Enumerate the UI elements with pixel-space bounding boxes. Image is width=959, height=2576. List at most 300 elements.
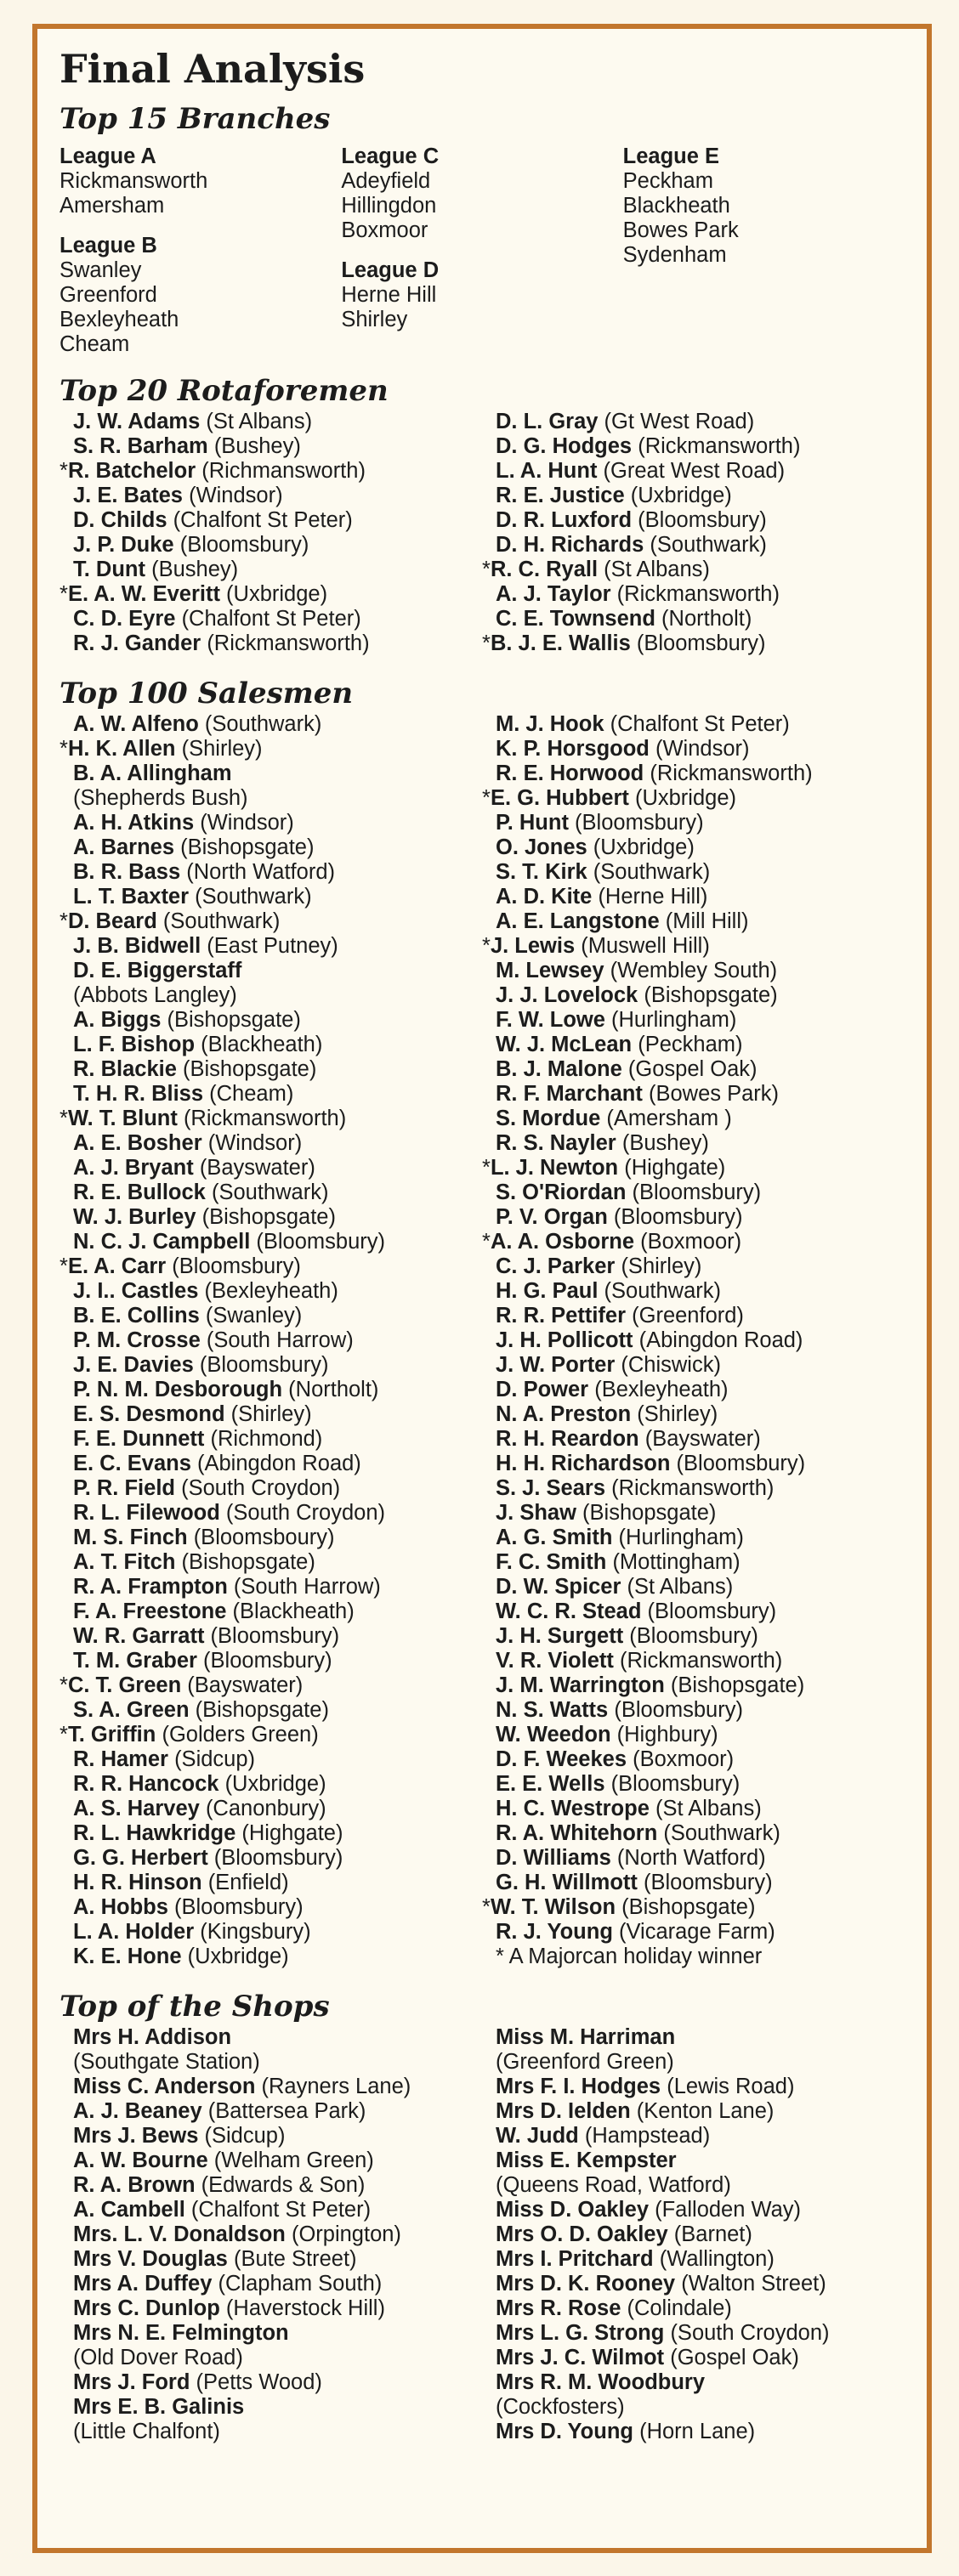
person-name: R. R. Hancock xyxy=(73,1772,219,1796)
location: (Haverstock Hill) xyxy=(225,2296,385,2320)
list-item xyxy=(482,459,905,484)
person-name: A. H. Atkins xyxy=(73,811,195,835)
location: (Battersea Park) xyxy=(207,2099,366,2123)
person-name: J. Lewis xyxy=(490,934,576,958)
location: (Shirley) xyxy=(621,1254,702,1278)
list-item xyxy=(60,1082,482,1107)
list-item xyxy=(60,2346,482,2370)
person-name: J. Shaw xyxy=(496,1501,576,1525)
list-item xyxy=(60,1550,482,1575)
list-item xyxy=(482,1846,905,1871)
location: (Bowes Park) xyxy=(648,1082,780,1106)
list-item xyxy=(60,786,482,811)
list-item xyxy=(482,786,905,811)
location: (Bute Street) xyxy=(233,2247,357,2271)
person-name: R. L. Filewood xyxy=(73,1501,220,1525)
person-name: R. F. Marchant xyxy=(496,1082,643,1106)
list-item xyxy=(482,1895,905,1920)
person-name: J. W. Porter xyxy=(496,1353,616,1377)
location: (Queens Road, Watford) xyxy=(496,2173,731,2197)
location: (Southwark) xyxy=(663,1821,780,1845)
league-block xyxy=(341,144,622,243)
location: (Bloomsbury) xyxy=(632,1180,762,1204)
list-item xyxy=(482,1156,905,1180)
list-item xyxy=(482,1427,905,1452)
location: (Bloomsbury) xyxy=(676,1452,806,1475)
person-name: R. A. Frampton xyxy=(73,1575,228,1599)
person-name: H. R. Hinson xyxy=(73,1871,202,1894)
location: (Lewis Road) xyxy=(667,2075,795,2098)
person-name: W. T. Blunt xyxy=(67,1107,178,1130)
list-item xyxy=(482,2395,905,2420)
location: (Rickmansworth) xyxy=(183,1107,347,1130)
list-item xyxy=(482,1378,905,1402)
list-item xyxy=(60,1871,482,1895)
location: (St Albans) xyxy=(604,558,710,581)
location: (Herne Hill) xyxy=(598,885,708,909)
rotaforemen-col-left xyxy=(60,410,482,656)
list-item xyxy=(482,2173,905,2198)
location: (Northolt) xyxy=(288,1378,379,1401)
league-branch: Sydenham xyxy=(622,243,727,267)
person-name: Mrs N. E. Felmington xyxy=(73,2321,289,2345)
person-name: A. E. Langstone xyxy=(496,909,660,933)
person-name: D. F. Weekes xyxy=(496,1747,627,1771)
location: (Greenford Green) xyxy=(496,2050,674,2074)
league-branch: Boxmoor xyxy=(341,218,428,242)
person-name: S. T. Kirk xyxy=(496,860,587,884)
list-item xyxy=(60,860,482,885)
winner-mark: * xyxy=(482,1895,491,1919)
list-item xyxy=(60,2124,482,2149)
list-item xyxy=(60,410,482,434)
list-item xyxy=(482,2050,905,2075)
location: (Bloomsbury) xyxy=(199,1353,329,1377)
location: (Chalfont St Peter) xyxy=(181,607,361,631)
list-item xyxy=(60,533,482,558)
list-item xyxy=(60,1476,482,1501)
winner-mark: * xyxy=(482,631,491,655)
location: (Boxmoor) xyxy=(640,1230,742,1254)
person-name: T. M. Graber xyxy=(73,1649,197,1673)
league-branch: Bowes Park xyxy=(622,218,739,242)
league-branch: Amersham xyxy=(60,194,165,218)
location: (Bexleyheath) xyxy=(204,1279,338,1303)
location: (Sidcup) xyxy=(174,1747,256,1771)
person-name: D. Williams xyxy=(496,1846,611,1870)
person-name: H. C. Westrope xyxy=(496,1797,650,1820)
list-item xyxy=(482,1673,905,1698)
winner-mark: * xyxy=(60,1107,68,1130)
list-item xyxy=(482,1279,905,1304)
list-item xyxy=(482,1328,905,1353)
person-name: J. B. Bidwell xyxy=(73,934,201,958)
person-name: Miss E. Kempster xyxy=(496,2149,677,2172)
list-item xyxy=(60,2149,482,2173)
list-item xyxy=(482,1057,905,1082)
list-item xyxy=(482,1008,905,1033)
list-item xyxy=(60,1427,482,1452)
location: (Wembley South) xyxy=(610,959,778,982)
person-name: Mrs. L. V. Donaldson xyxy=(73,2222,286,2246)
league-block xyxy=(60,144,341,218)
list-item xyxy=(482,558,905,582)
list-item xyxy=(60,1575,482,1599)
person-name: J. H. Surgett xyxy=(496,1624,624,1648)
list-item xyxy=(482,1501,905,1526)
shops-heading: Top of the Shops xyxy=(60,1990,330,2024)
location: (Muswell Hill) xyxy=(581,934,710,958)
league-branch: Greenford xyxy=(60,283,157,307)
league-branch: Peckham xyxy=(622,169,713,193)
list-item xyxy=(60,1107,482,1131)
person-name: F. E. Dunnett xyxy=(73,1427,205,1451)
location: (Little Chalfont) xyxy=(73,2420,220,2443)
location: (Bayswater) xyxy=(644,1427,761,1451)
location: * A Majorcan holiday winner xyxy=(496,1945,763,1968)
league-branch: Adeyfield xyxy=(341,169,431,193)
person-name: Mrs J. C. Wilmot xyxy=(496,2346,665,2369)
list-item xyxy=(60,2370,482,2395)
person-name: A. Cambell xyxy=(73,2198,185,2222)
list-item xyxy=(482,2124,905,2149)
list-item xyxy=(482,983,905,1008)
location: (Horn Lane) xyxy=(639,2420,756,2443)
list-item xyxy=(482,2321,905,2346)
list-item xyxy=(60,835,482,860)
list-item xyxy=(60,508,482,533)
salesmen-heading: Top 100 Salesmen xyxy=(60,677,354,711)
person-name: E. A. Carr xyxy=(67,1254,167,1278)
list-item xyxy=(60,1033,482,1057)
person-name: Mrs J. Ford xyxy=(73,2370,190,2394)
location: (Bishopsgate) xyxy=(183,1057,317,1081)
list-item xyxy=(60,607,482,631)
person-name: W. Judd xyxy=(496,2124,579,2148)
league-block xyxy=(341,258,622,332)
location: (Mottingham) xyxy=(612,1550,741,1574)
list-item xyxy=(482,2296,905,2321)
location: (Bushey) xyxy=(621,1131,709,1155)
location: (South Harrow) xyxy=(206,1328,354,1352)
person-name: E. A. W. Everitt xyxy=(67,582,220,606)
person-name: A. D. Kite xyxy=(496,885,593,909)
location: (Amersham ) xyxy=(606,1107,732,1130)
list-item xyxy=(482,484,905,508)
person-name: A. Barnes xyxy=(73,835,175,859)
rotaforemen-heading: Top 20 Rotaforemen xyxy=(60,374,389,408)
location: (Golders Green) xyxy=(162,1723,319,1747)
location: (Gospel Oak) xyxy=(627,1057,758,1081)
list-item xyxy=(60,1452,482,1476)
list-item xyxy=(60,1353,482,1378)
person-name: D. Power xyxy=(496,1378,589,1401)
list-item xyxy=(482,1180,905,1205)
list-item xyxy=(60,558,482,582)
location: (Bloomsbury) xyxy=(644,1871,773,1894)
person-name: A. T. Fitch xyxy=(73,1550,176,1574)
location: (Cheam) xyxy=(209,1082,294,1106)
list-item xyxy=(482,1526,905,1550)
person-name: Miss D. Oakley xyxy=(496,2198,650,2222)
location: (Southgate Station) xyxy=(73,2050,260,2074)
location: (Bishopsgate) xyxy=(670,1673,805,1697)
list-item xyxy=(482,1797,905,1821)
location: (Southwark) xyxy=(195,885,312,909)
list-item xyxy=(482,835,905,860)
list-item xyxy=(482,1945,905,1969)
location: (Boxmoor) xyxy=(633,1747,735,1771)
location: (Bishopsgate) xyxy=(201,1205,336,1229)
location: (Wallington) xyxy=(659,2247,775,2271)
person-name: S. R. Barham xyxy=(73,434,208,458)
location: (Bloomsbury) xyxy=(614,1698,743,1722)
list-item xyxy=(482,811,905,835)
list-item xyxy=(60,2395,482,2420)
person-name: Mrs J. Bews xyxy=(73,2124,199,2148)
person-name: Mrs H. Addison xyxy=(73,2025,232,2049)
location: (Blackheath) xyxy=(201,1033,323,1056)
list-item xyxy=(482,1575,905,1599)
person-name: W. J. Burley xyxy=(73,1205,196,1229)
location: (Richmond) xyxy=(210,1427,323,1451)
list-item xyxy=(482,582,905,607)
person-name: B. R. Bass xyxy=(73,860,181,884)
person-name: D. Beard xyxy=(67,909,157,933)
location: (Abbots Langley) xyxy=(73,983,237,1007)
person-name: L. A. Holder xyxy=(73,1920,195,1944)
person-name: C. E. Townsend xyxy=(496,607,655,631)
person-name: F. A. Freestone xyxy=(73,1599,227,1623)
list-item xyxy=(60,1895,482,1920)
list-item xyxy=(482,761,905,786)
list-item xyxy=(60,1304,482,1328)
list-item xyxy=(482,2272,905,2296)
person-name: K. P. Horsgood xyxy=(496,737,650,761)
list-item xyxy=(60,2247,482,2272)
league-branch: Bexleyheath xyxy=(60,308,179,331)
list-item xyxy=(60,1378,482,1402)
person-name: O. Jones xyxy=(496,835,587,859)
shops-list xyxy=(60,2025,905,2444)
person-name: C. J. Parker xyxy=(496,1254,616,1278)
list-item xyxy=(482,2222,905,2247)
person-name: R. J. Young xyxy=(496,1920,613,1944)
list-item xyxy=(482,2099,905,2124)
list-item xyxy=(482,1033,905,1057)
list-item xyxy=(60,1772,482,1797)
location: (Bloomsbury) xyxy=(647,1599,777,1623)
location: (Highgate) xyxy=(241,1821,343,1845)
person-name: Mrs R. M. Woodbury xyxy=(496,2370,706,2394)
salesmen-col-left xyxy=(60,712,482,1969)
list-item xyxy=(60,1945,482,1969)
list-item xyxy=(482,1230,905,1254)
list-item xyxy=(482,607,905,631)
winner-mark: * xyxy=(482,786,491,810)
person-name: J. I.. Castles xyxy=(73,1279,199,1303)
winner-mark: * xyxy=(60,737,68,761)
person-name: W. C. R. Stead xyxy=(496,1599,642,1623)
list-item xyxy=(60,885,482,909)
location: (Northolt) xyxy=(661,607,752,631)
list-item xyxy=(60,761,482,786)
location: (Rickmansworth) xyxy=(611,1476,775,1500)
location: (Highgate) xyxy=(624,1156,726,1180)
person-name: K. E. Hone xyxy=(73,1945,182,1968)
list-item xyxy=(60,2420,482,2444)
list-item xyxy=(60,1008,482,1033)
person-name: Miss C. Anderson xyxy=(73,2075,256,2098)
list-item xyxy=(482,1353,905,1378)
person-name: H. H. Richardson xyxy=(496,1452,671,1475)
winner-mark: * xyxy=(482,1156,491,1180)
location: (Hurlingham) xyxy=(618,1526,744,1549)
location: (Gt West Road) xyxy=(604,410,755,433)
list-item xyxy=(60,1649,482,1673)
list-item xyxy=(60,1328,482,1353)
list-item xyxy=(482,2420,905,2444)
list-item xyxy=(60,1920,482,1945)
location: (Southwark) xyxy=(204,712,322,736)
person-name: A. W. Bourne xyxy=(73,2149,208,2172)
list-item xyxy=(60,631,482,656)
location: (Uxbridge) xyxy=(593,835,695,859)
list-item xyxy=(60,909,482,934)
person-name: N. S. Watts xyxy=(496,1698,609,1722)
location: (Chalfont St Peter) xyxy=(610,712,790,736)
location: (South Croydon) xyxy=(670,2321,830,2345)
location: (South Croydon) xyxy=(225,1501,386,1525)
list-item xyxy=(60,2272,482,2296)
list-item xyxy=(482,885,905,909)
person-name: L. A. Hunt xyxy=(496,459,598,483)
person-name: S. J. Sears xyxy=(496,1476,606,1500)
list-item xyxy=(482,1698,905,1723)
location: (North Watford) xyxy=(616,1846,766,1870)
person-name: D. W. Spicer xyxy=(496,1575,621,1599)
list-item xyxy=(482,1599,905,1624)
salesmen-col-right xyxy=(482,712,905,1969)
list-item xyxy=(60,1402,482,1427)
person-name: C. T. Green xyxy=(67,1673,182,1697)
person-name: R. R. Pettifer xyxy=(496,1304,627,1328)
location: (Colindale) xyxy=(627,2296,732,2320)
location: (Richmansworth) xyxy=(201,459,366,483)
location: (Bishopsgate) xyxy=(167,1008,301,1032)
person-name: R. L. Hawkridge xyxy=(73,1821,236,1845)
location: (Uxbridge) xyxy=(187,1945,289,1968)
person-name: R. H. Reardon xyxy=(496,1427,639,1451)
winner-mark: * xyxy=(60,459,68,483)
person-name: Mrs R. Rose xyxy=(496,2296,621,2320)
person-name: R. A. Whitehorn xyxy=(496,1821,658,1845)
list-item xyxy=(60,2050,482,2075)
person-name: B. J. Malone xyxy=(496,1057,622,1081)
location: (Clapham South) xyxy=(218,2272,383,2296)
location: (Uxbridge) xyxy=(630,484,732,507)
location: (Bushey) xyxy=(151,558,239,581)
location: (Canonbury) xyxy=(205,1797,326,1820)
location: (Highbury) xyxy=(616,1723,718,1747)
person-name: G. H. Willmott xyxy=(496,1871,638,1894)
person-name: T. Griffin xyxy=(67,1723,156,1747)
list-item xyxy=(482,1082,905,1107)
list-item xyxy=(482,631,905,656)
location: (Bayswater) xyxy=(199,1156,315,1180)
location: (Southwark) xyxy=(650,533,767,557)
person-name: Mrs O. D. Oakley xyxy=(496,2222,668,2246)
location: (Bloomsbury) xyxy=(636,631,766,655)
location: (Sidcup) xyxy=(204,2124,286,2148)
list-item xyxy=(60,2222,482,2247)
location: (Bloomsbury) xyxy=(210,1624,340,1648)
location: (Windsor) xyxy=(200,811,294,835)
person-name: J. P. Duke xyxy=(73,533,174,557)
person-name: E. E. Wells xyxy=(496,1772,605,1796)
list-item xyxy=(60,1673,482,1698)
location: (Shirley) xyxy=(637,1402,718,1426)
list-item xyxy=(482,1452,905,1476)
person-name: R. J. Gander xyxy=(73,631,201,655)
location: (Edwards & Son) xyxy=(201,2173,366,2197)
list-item xyxy=(60,983,482,1008)
location: (Bloomsbury) xyxy=(203,1649,332,1673)
list-item xyxy=(482,1723,905,1747)
person-name: N. A. Preston xyxy=(496,1402,632,1426)
list-item xyxy=(482,1304,905,1328)
location: (Chalfont St Peter) xyxy=(173,508,353,532)
location: (Greenford) xyxy=(632,1304,744,1328)
location: (Abingdon Road) xyxy=(638,1328,803,1352)
league-branch: Herne Hill xyxy=(341,283,437,307)
winner-mark: * xyxy=(60,1723,68,1747)
person-name: J. H. Pollicott xyxy=(496,1328,633,1352)
list-item xyxy=(482,1131,905,1156)
location: (Falloden Way) xyxy=(655,2198,802,2222)
league-branch: Shirley xyxy=(341,308,408,331)
location: (Southwark) xyxy=(604,1279,722,1303)
person-name: A. J. Bryant xyxy=(73,1156,194,1180)
list-item xyxy=(482,434,905,459)
branches-heading: Top 15 Branches xyxy=(60,102,331,136)
location: (Petts Wood) xyxy=(196,2370,322,2394)
location: (St Albans) xyxy=(627,1575,734,1599)
winner-mark: * xyxy=(482,934,491,958)
person-name: Mrs D. K. Rooney xyxy=(496,2272,676,2296)
person-name: Mrs L. G. Strong xyxy=(496,2321,665,2345)
person-name: Miss M. Harriman xyxy=(496,2025,676,2049)
list-item xyxy=(482,1920,905,1945)
location: (Bushey) xyxy=(213,434,301,458)
list-item xyxy=(482,508,905,533)
location: (Southwark) xyxy=(593,860,711,884)
list-item xyxy=(482,1476,905,1501)
list-item xyxy=(60,2099,482,2124)
location: (Abingdon Road) xyxy=(197,1452,361,1475)
winner-mark: * xyxy=(482,558,491,581)
person-name: Mrs F. I. Hodges xyxy=(496,2075,661,2098)
person-name: R. E. Bullock xyxy=(73,1180,206,1204)
league-name: League D xyxy=(341,258,440,282)
location: (Windsor) xyxy=(189,484,283,507)
person-name: C. D. Eyre xyxy=(73,607,176,631)
league-branch: Swanley xyxy=(60,258,142,282)
location: (Shirley) xyxy=(181,737,263,761)
location: (Bloomsbury) xyxy=(638,508,767,532)
location: (Rickmansworth) xyxy=(207,631,370,655)
list-item xyxy=(60,1846,482,1871)
